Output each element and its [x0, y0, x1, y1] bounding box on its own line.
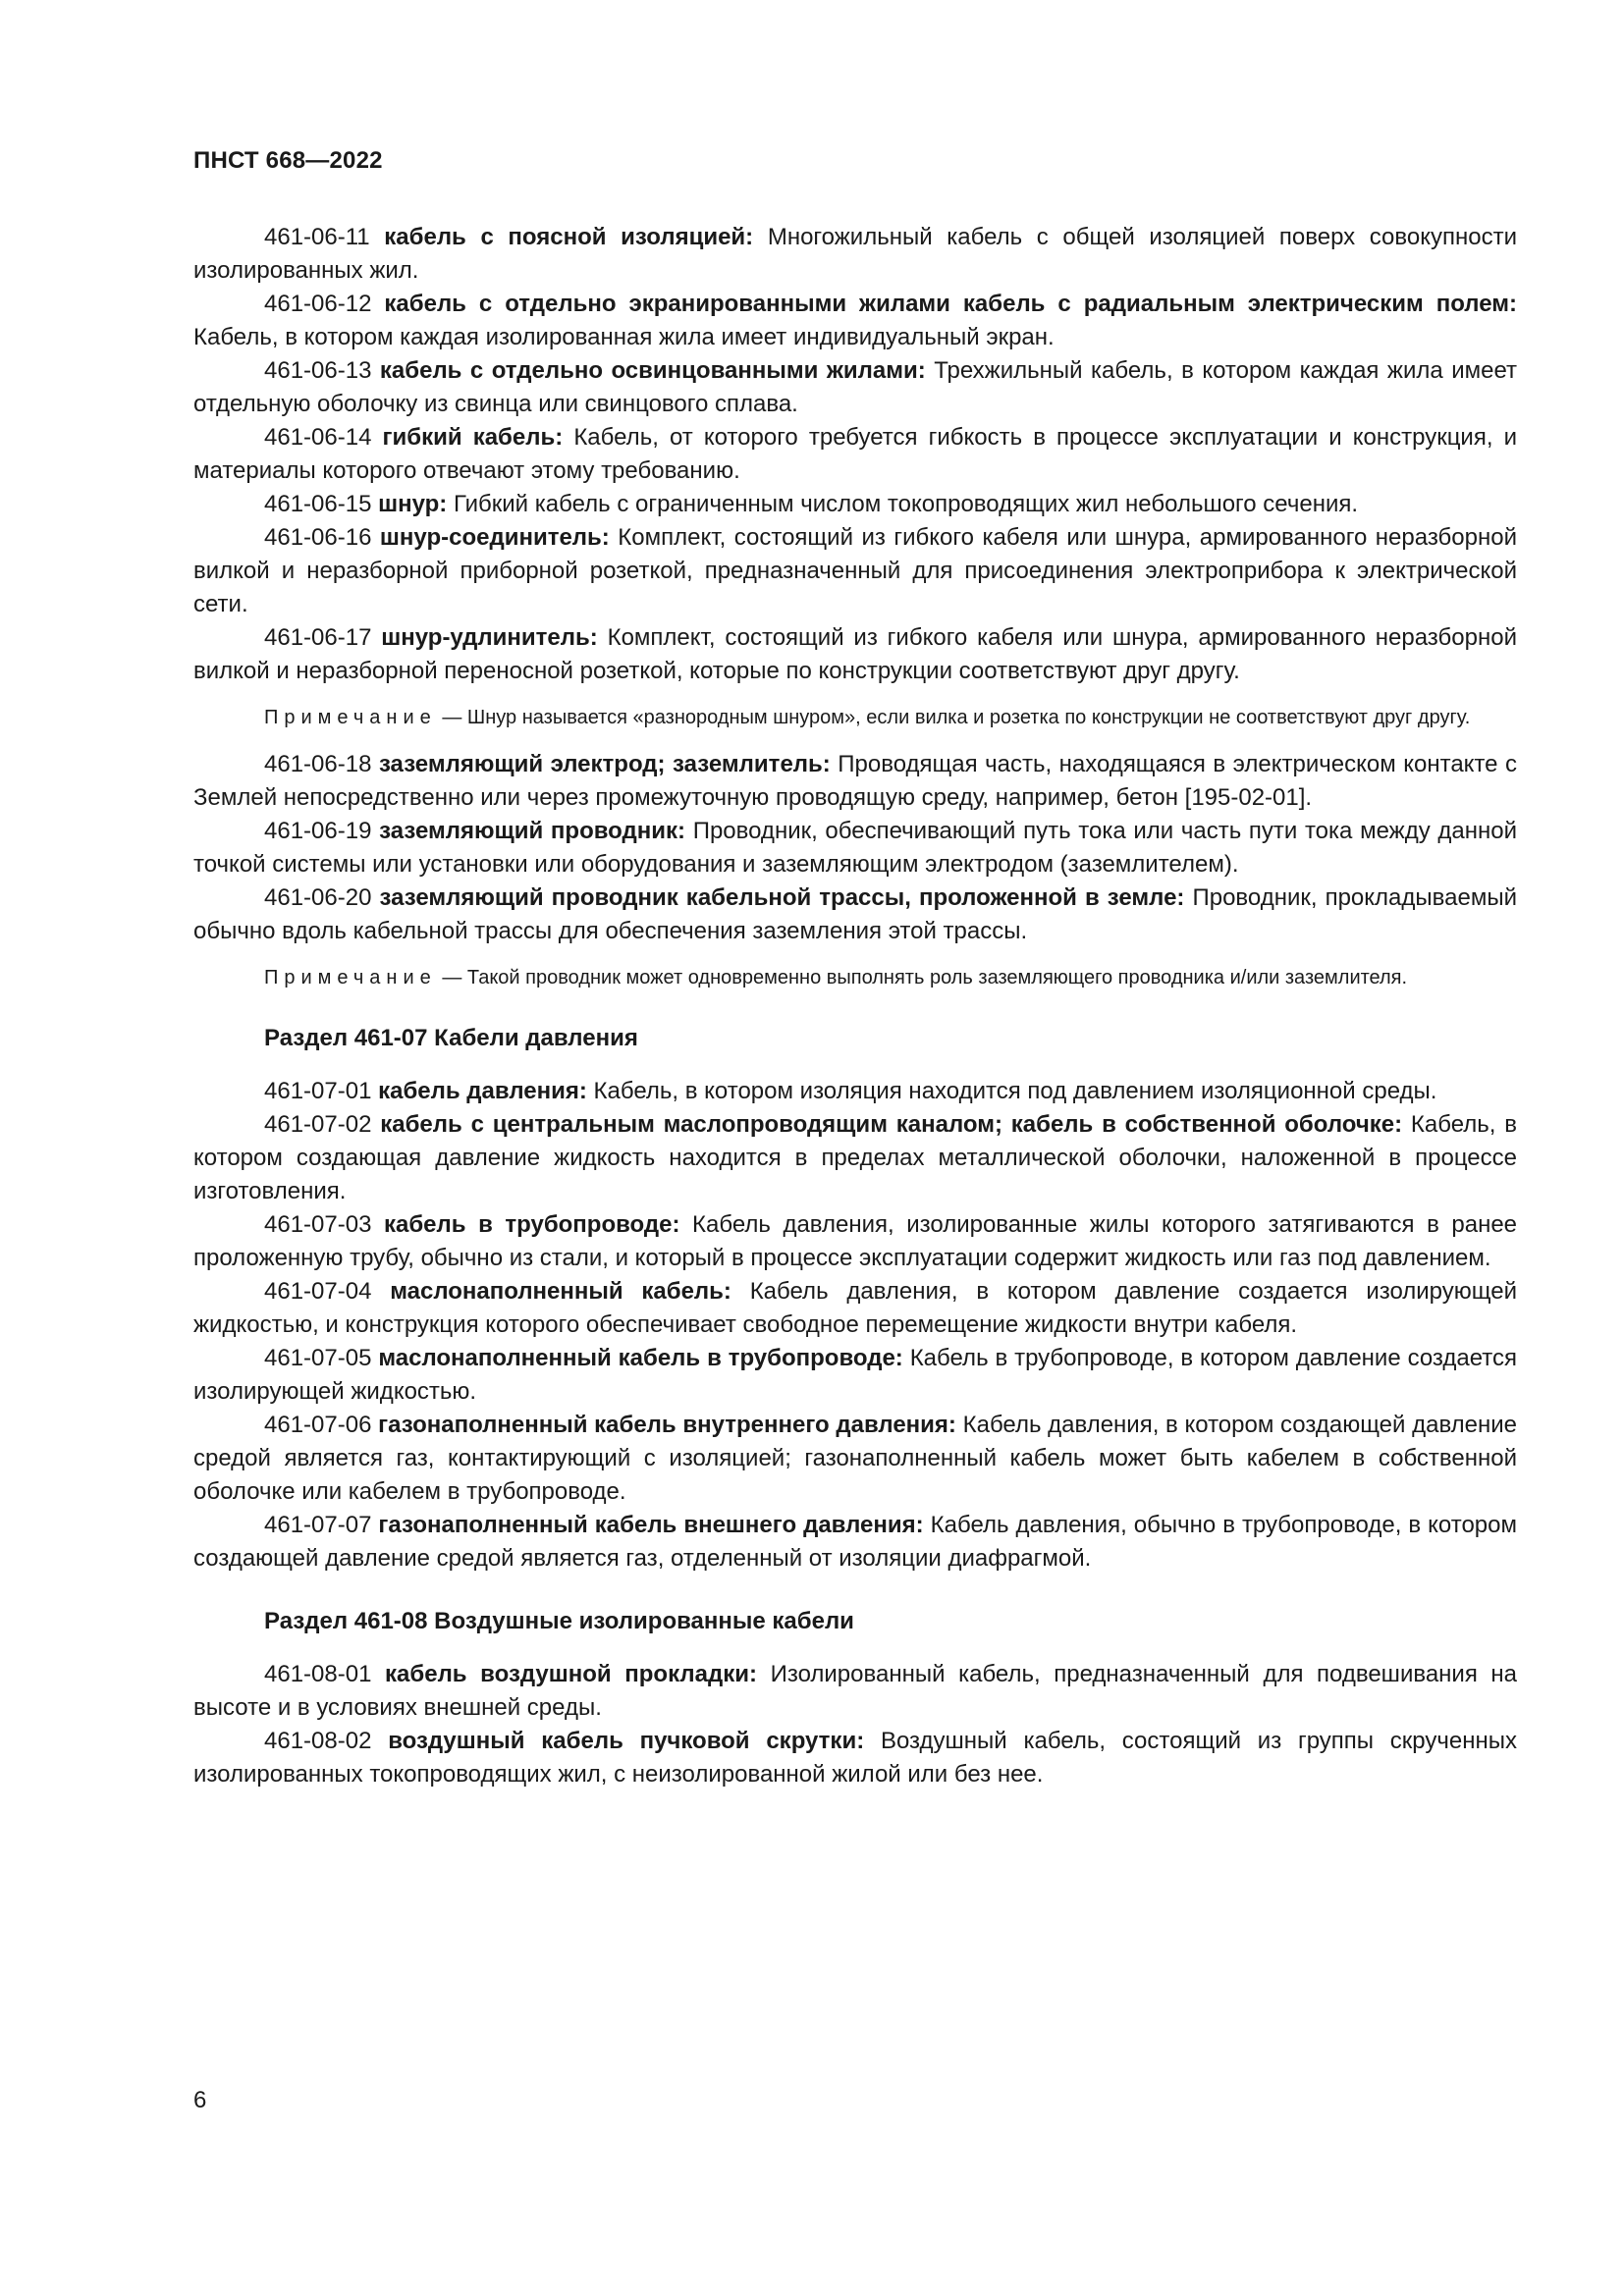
entry-number: 461-06-14 — [264, 424, 372, 451]
entry-term: кабель воздушной прокладки: — [385, 1661, 757, 1687]
section-heading: Раздел 461-07 Кабели давления — [264, 1025, 638, 1051]
term-entry — [193, 1275, 1517, 1342]
term-entry — [193, 521, 1517, 621]
entry-definition: Кабель давления, изолированные жилы которого затягиваются в ранее проложенную трубу, обычно из стали, и который в процессе эксплуатации содержит жидкость или газ под давлением. — [193, 1211, 1518, 1271]
term-entry — [193, 421, 1517, 488]
entry-term: заземляющий проводник: — [379, 818, 686, 844]
term-entry — [193, 488, 1517, 521]
entry-number: 461-07-07 — [264, 1512, 372, 1538]
entry-number: 461-06-18 — [264, 751, 372, 777]
entry-number: 461-07-04 — [264, 1278, 372, 1305]
term-entry — [193, 1409, 1517, 1509]
entry-definition: Воздушный кабель, состоящий из группы скрученных изолированных токопроводящих жил, с неизолированной жилой или без нее. — [193, 1728, 1517, 1788]
entry-number: 461-06-12 — [264, 291, 372, 317]
note-text: — Шнур называется «разнородным шнуром», если вилка и розетка по конструкции не соответствуют друг другу. — [442, 707, 1471, 728]
note-label: Примечание — [264, 707, 437, 728]
term-entry — [193, 1509, 1517, 1575]
entry-definition: Кабель давления, обычно в трубопроводе, в котором создающей давление средой является газ, отделенный от изоляции диафрагмой. — [193, 1512, 1517, 1572]
entry-term: кабель с центральным маслопроводящим каналом; кабель в собственной оболочке: — [380, 1111, 1403, 1138]
section-heading: Раздел 461-08 Воздушные изолированные кабели — [264, 1608, 854, 1634]
term-entry — [193, 354, 1517, 421]
term-entry — [193, 1342, 1517, 1409]
entry-term: газонаполненный кабель внутреннего давления: — [378, 1412, 956, 1438]
term-entry — [193, 288, 1517, 354]
entry-number: 461-06-19 — [264, 818, 372, 844]
note — [193, 704, 1517, 732]
entry-definition: Кабель, в котором каждая изолированная жила имеет индивидуальный экран. — [193, 324, 1055, 350]
entry-term: шнур-удлинитель: — [381, 624, 598, 651]
entry-term: газонаполненный кабель внешнего давления: — [378, 1512, 924, 1538]
document-body — [193, 221, 1517, 1791]
entry-number: 461-06-16 — [264, 524, 372, 551]
term-entry — [193, 748, 1517, 815]
entry-number: 461-07-03 — [264, 1211, 372, 1238]
entry-number: 461-06-11 — [264, 224, 370, 250]
entry-definition: Кабель, в котором создающая давление жидкость находится в пределах металлической оболочки, наложенной в процессе изготовления. — [193, 1111, 1518, 1204]
entry-term: кабель с отдельно освинцованными жилами: — [379, 357, 926, 384]
entry-term: воздушный кабель пучковой скрутки: — [388, 1728, 865, 1754]
entry-term: кабель с поясной изоляцией: — [384, 224, 754, 250]
note — [193, 964, 1517, 992]
entry-number: 461-07-02 — [264, 1111, 372, 1138]
entry-definition: Проводник, обеспечивающий путь тока или часть пути тока между данной точкой системы или установки или оборудования и заземляющим электродом (заземлителем). — [193, 818, 1517, 878]
term-entry — [193, 1075, 1517, 1108]
entry-definition: Кабель в трубопроводе, в котором давление создается изолирующей жидкостью. — [193, 1345, 1518, 1405]
term-entry — [193, 621, 1517, 688]
term-entry — [193, 1725, 1517, 1791]
entry-definition: Комплект, состоящий из гибкого кабеля или шнура, армированного неразборной вилкой и неразборной приборной розеткой, предназначенный для присоединения электроприбора к электрической сети. — [193, 524, 1518, 617]
entry-definition: Многожильный кабель с общей изоляцией поверх совокупности изолированных жил. — [193, 224, 1517, 284]
entry-term: кабель давления: — [378, 1078, 587, 1104]
term-entry — [193, 1108, 1517, 1208]
entry-term: заземляющий электрод; заземлитель: — [378, 751, 831, 777]
entry-definition: Комплект, состоящий из гибкого кабеля или шнура, армированного неразборной вилкой и неразборной переносной розеткой, которые по конструкции соответствуют друг другу. — [193, 624, 1517, 684]
note-text: — Такой проводник может одновременно выполнять роль заземляющего проводника и/или заземлителя. — [442, 967, 1408, 988]
entry-number: 461-07-06 — [264, 1412, 372, 1438]
term-entry — [193, 1208, 1517, 1275]
entry-definition: Кабель, в котором изоляция находится под давлением изоляционной среды. — [593, 1078, 1437, 1104]
entry-number: 461-07-05 — [264, 1345, 372, 1371]
entry-definition: Кабель давления, в котором создающей давление средой является газ, контактирующий с изоляцией; газонаполненный кабель может быть кабелем в собственной оболочке или кабелем в трубопроводе. — [193, 1412, 1518, 1505]
entry-term: маслонаполненный кабель в трубопроводе: — [378, 1345, 903, 1371]
entry-number: 461-06-17 — [264, 624, 372, 651]
entry-definition: Кабель, от которого требуется гибкость в процессе эксплуатации и конструкция, и материалы которого отвечают этому требованию. — [193, 424, 1517, 484]
term-entry — [193, 881, 1517, 948]
term-entry — [193, 815, 1517, 881]
entry-term: кабель с отдельно экранированными жилами кабель с радиальным электрическим полем: — [384, 291, 1517, 317]
entry-definition: Трехжильный кабель, в котором каждая жила имеет отдельную оболочку из свинца или свинцового сплава. — [193, 357, 1517, 417]
entry-term: маслонаполненный кабель: — [390, 1278, 731, 1305]
page-number: 6 — [193, 2087, 207, 2113]
entry-definition: Проводящая часть, находящаяся в электрическом контакте с Землей непосредственно или через промежуточную проводящую среду, например, бетон [195-02-01]. — [193, 751, 1518, 811]
document-header: ПНСТ 668—2022 — [193, 147, 383, 174]
entry-number: 461-06-13 — [264, 357, 372, 384]
entry-definition: Изолированный кабель, предназначенный для подвешивания на высоте и в условиях внешней среды. — [193, 1661, 1518, 1721]
entry-term: кабель в трубопроводе: — [383, 1211, 680, 1238]
entry-term: шнур: — [378, 491, 448, 517]
entry-definition: Кабель давления, в котором давление создается изолирующей жидкостью, и конструкция которого обеспечивает свободное перемещение жидкости внутри кабеля. — [193, 1278, 1517, 1338]
term-entry — [193, 221, 1517, 288]
entry-definition: Проводник, прокладываемый обычно вдоль кабельной трассы для обеспечения заземления этой трассы. — [193, 884, 1517, 944]
note-label: Примечание — [264, 967, 437, 988]
entry-number: 461-06-15 — [264, 491, 372, 517]
entry-term: шнур-соединитель: — [379, 524, 610, 551]
entry-term: гибкий кабель: — [382, 424, 564, 451]
entry-number: 461-07-01 — [264, 1078, 372, 1104]
entry-term: заземляющий проводник кабельной трассы, проложенной в земле: — [379, 884, 1185, 911]
entry-number: 461-06-20 — [264, 884, 372, 911]
entry-definition: Гибкий кабель с ограниченным числом токопроводящих жил небольшого сечения. — [453, 491, 1359, 517]
entry-number: 461-08-02 — [264, 1728, 372, 1754]
entry-number: 461-08-01 — [264, 1661, 372, 1687]
term-entry — [193, 1658, 1517, 1725]
